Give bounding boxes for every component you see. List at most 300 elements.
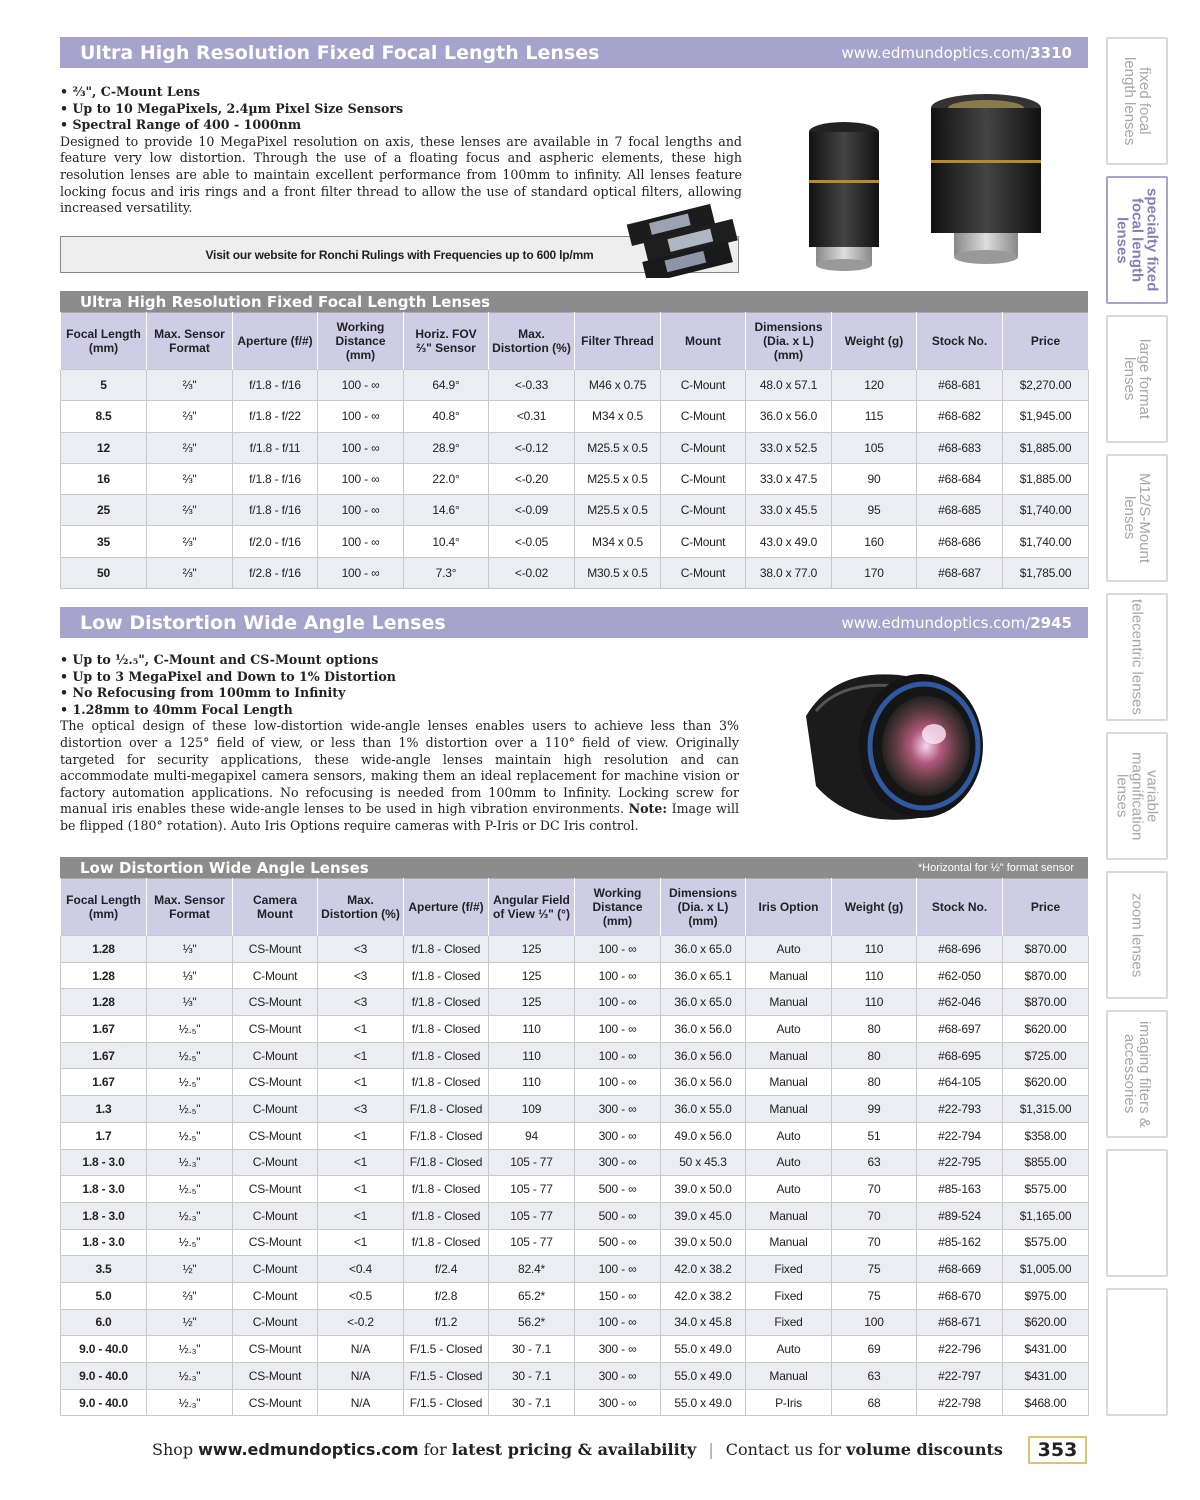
table-row bbox=[61, 557, 1089, 588]
stock-number-cell[interactable]: #62-050 bbox=[917, 962, 1003, 989]
table-cell: $431.00 bbox=[1003, 1363, 1089, 1390]
table-cell: 100 - ∞ bbox=[575, 1256, 661, 1283]
column-header: Price bbox=[1003, 313, 1089, 370]
side-tab-label: variable magnification lenses bbox=[1113, 751, 1161, 841]
table-cell: f/1.8 - Closed bbox=[404, 1229, 489, 1256]
column-header: Angular Field of View ⅓" (°) bbox=[489, 879, 575, 936]
table-cell: <3 bbox=[318, 1096, 404, 1123]
table-cell: Manual bbox=[746, 962, 832, 989]
table-cell: 55.0 x 49.0 bbox=[661, 1336, 746, 1363]
table-cell: 95 bbox=[832, 495, 917, 526]
table1-title: Ultra High Resolution Fixed Focal Length Lenses bbox=[80, 292, 491, 311]
table-cell: 500 - ∞ bbox=[575, 1176, 661, 1203]
table-cell: 1.67 bbox=[61, 1016, 147, 1043]
table-cell: 30 - 7.1 bbox=[489, 1389, 575, 1416]
table-cell: 64.9° bbox=[404, 370, 489, 401]
table-row bbox=[61, 432, 1089, 463]
table-cell: Manual bbox=[746, 1042, 832, 1069]
table-cell: f/1.8 - Closed bbox=[404, 1069, 489, 1096]
table-cell: Auto bbox=[746, 1336, 832, 1363]
table-cell: C-Mount bbox=[233, 1256, 318, 1283]
table-cell: ½.₃" bbox=[147, 1202, 233, 1229]
side-tab[interactable] bbox=[1106, 732, 1168, 860]
stock-number-cell[interactable]: #68-685 bbox=[917, 495, 1003, 526]
table-cell: ⅓" bbox=[147, 962, 233, 989]
table-cell: 500 - ∞ bbox=[575, 1229, 661, 1256]
table-cell: 115 bbox=[832, 401, 917, 432]
section2-bullet: • Up to ½.₅", C-Mount and CS-Mount options bbox=[60, 652, 739, 669]
table-cell: 1.28 bbox=[61, 962, 147, 989]
table-cell: <1 bbox=[318, 1122, 404, 1149]
table-cell: 100 - ∞ bbox=[318, 495, 404, 526]
table-cell: 110 bbox=[832, 989, 917, 1016]
table-row bbox=[61, 1202, 1089, 1229]
table-cell: 1.28 bbox=[61, 989, 147, 1016]
section2-description: The optical design of these low-distortion wide-angle lenses enables users to achieve less than 3% distortion over a 125° field of view, or less than 1% distortion over a 110° field of view. Originally targeted for security applications, these wide-angle lenses maintain high resolution and can accommodate multi-megapixel camera sensors, making them an ideal replacement for machine vision or factory automation applications. No refocusing is needed from 100mm to Infinity. Locking screw for manual iris enables these wide-angle lenses to be used in high vibration environments. Note: Image will be flipped (180° rotation). Auto Iris Options require cameras with P-Iris or DC Iris control. bbox=[60, 718, 739, 833]
section1-bullet: • ⅔", C-Mount Lens bbox=[60, 84, 742, 101]
table-cell: 5.0 bbox=[61, 1282, 147, 1309]
table-cell: 75 bbox=[832, 1256, 917, 1283]
footer-url-link[interactable]: www.edmundoptics.com bbox=[198, 1440, 419, 1459]
table-cell: ½.₅" bbox=[147, 1069, 233, 1096]
stock-number-cell[interactable]: #68-696 bbox=[917, 936, 1003, 963]
table-cell: $620.00 bbox=[1003, 1309, 1089, 1336]
table-cell: f/1.8 - Closed bbox=[404, 962, 489, 989]
table-cell: <0.31 bbox=[489, 401, 575, 432]
stock-number-cell[interactable]: #68-669 bbox=[917, 1256, 1003, 1283]
table-cell: 100 - ∞ bbox=[318, 401, 404, 432]
table-cell: <3 bbox=[318, 962, 404, 989]
table-cell: 100 - ∞ bbox=[575, 989, 661, 1016]
side-tab[interactable] bbox=[1106, 1010, 1168, 1138]
table-cell: f/1.8 - Closed bbox=[404, 1202, 489, 1229]
table-cell: CS-Mount bbox=[233, 1176, 318, 1203]
side-tab-label: imaging filters & accessories bbox=[1121, 1020, 1153, 1128]
table-cell: 170 bbox=[832, 557, 917, 588]
table-cell: ⅔" bbox=[147, 557, 233, 588]
table-cell: 105 - 77 bbox=[489, 1229, 575, 1256]
table-cell: 33.0 x 52.5 bbox=[746, 432, 832, 463]
table-cell: M25.5 x 0.5 bbox=[575, 432, 661, 463]
stock-number-cell[interactable]: #22-796 bbox=[917, 1336, 1003, 1363]
table-cell: 110 bbox=[832, 962, 917, 989]
table-cell: 36.0 x 55.0 bbox=[661, 1096, 746, 1123]
side-tab[interactable] bbox=[1106, 176, 1168, 304]
table-cell: 36.0 x 56.0 bbox=[661, 1042, 746, 1069]
table-cell: $1,785.00 bbox=[1003, 557, 1089, 588]
footer-latest-text: latest pricing & availability bbox=[451, 1440, 697, 1459]
table-cell: F/1.8 - Closed bbox=[404, 1122, 489, 1149]
table-cell: 48.0 x 57.1 bbox=[746, 370, 832, 401]
section2-bullet: • 1.28mm to 40mm Focal Length bbox=[60, 702, 739, 719]
table-cell: $975.00 bbox=[1003, 1282, 1089, 1309]
table-cell: <1 bbox=[318, 1042, 404, 1069]
table-cell: $1,740.00 bbox=[1003, 526, 1089, 557]
table-cell: ⅔" bbox=[147, 432, 233, 463]
table-row bbox=[61, 1389, 1089, 1416]
column-header: Working Distance (mm) bbox=[318, 313, 404, 370]
table-cell: <1 bbox=[318, 1202, 404, 1229]
table-cell: 28.9° bbox=[404, 432, 489, 463]
table-row bbox=[61, 936, 1089, 963]
table-cell: 100 - ∞ bbox=[318, 370, 404, 401]
table-cell: ½.₅" bbox=[147, 1042, 233, 1069]
table-cell: <-0.12 bbox=[489, 432, 575, 463]
table-cell: 9.0 - 40.0 bbox=[61, 1336, 147, 1363]
table-cell: 70 bbox=[832, 1229, 917, 1256]
table-cell: 100 - ∞ bbox=[318, 526, 404, 557]
section2-header bbox=[60, 607, 1088, 638]
side-tab[interactable] bbox=[1106, 315, 1168, 443]
table-cell: 22.0° bbox=[404, 463, 489, 494]
table-row bbox=[61, 495, 1089, 526]
table-cell: $1,740.00 bbox=[1003, 495, 1089, 526]
column-header: Horiz. FOV ⅔" Sensor bbox=[404, 313, 489, 370]
table-cell: 105 bbox=[832, 432, 917, 463]
table-cell: 99 bbox=[832, 1096, 917, 1123]
table-cell: <1 bbox=[318, 1149, 404, 1176]
table-cell: F/1.8 - Closed bbox=[404, 1096, 489, 1123]
table-cell: 80 bbox=[832, 1042, 917, 1069]
table-cell: 100 - ∞ bbox=[575, 1069, 661, 1096]
side-tab-label: fixed focal length lenses bbox=[1121, 56, 1153, 146]
table-cell: 30 - 7.1 bbox=[489, 1363, 575, 1390]
column-header: Max. Distortion (%) bbox=[318, 879, 404, 936]
stock-number-cell[interactable]: #68-686 bbox=[917, 526, 1003, 557]
table-cell: 1.67 bbox=[61, 1069, 147, 1096]
table-cell: C-Mount bbox=[233, 1096, 318, 1123]
table-cell: 39.0 x 45.0 bbox=[661, 1202, 746, 1229]
table-cell: ½.₅" bbox=[147, 1176, 233, 1203]
table-cell: F/1.5 - Closed bbox=[404, 1389, 489, 1416]
section2-body bbox=[60, 652, 739, 835]
table-cell: 35 bbox=[61, 526, 147, 557]
table-cell: CS-Mount bbox=[233, 1389, 318, 1416]
section1-header bbox=[60, 37, 1088, 68]
table-cell: C-Mount bbox=[233, 962, 318, 989]
stock-number-cell[interactable]: #68-670 bbox=[917, 1282, 1003, 1309]
table-cell: 300 - ∞ bbox=[575, 1096, 661, 1123]
table-cell: C-Mount bbox=[661, 526, 746, 557]
table-cell: 36.0 x 56.0 bbox=[661, 1016, 746, 1043]
table-cell: Manual bbox=[746, 1363, 832, 1390]
table-cell: <-0.05 bbox=[489, 526, 575, 557]
table-cell: 5 bbox=[61, 370, 147, 401]
table-cell: $620.00 bbox=[1003, 1069, 1089, 1096]
fixed-focal-spec-table bbox=[60, 312, 1089, 589]
table-cell: ½.₅" bbox=[147, 1122, 233, 1149]
column-header: Focal Length (mm) bbox=[61, 879, 147, 936]
table-cell: f/1.8 - Closed bbox=[404, 1016, 489, 1043]
table-cell: $468.00 bbox=[1003, 1389, 1089, 1416]
table-cell: 105 - 77 bbox=[489, 1202, 575, 1229]
table-cell: Manual bbox=[746, 1229, 832, 1256]
table-cell: M30.5 x 0.5 bbox=[575, 557, 661, 588]
table-cell: 70 bbox=[832, 1202, 917, 1229]
table-cell: P-Iris bbox=[746, 1389, 832, 1416]
table-cell: M34 x 0.5 bbox=[575, 526, 661, 557]
table-cell: $575.00 bbox=[1003, 1229, 1089, 1256]
table-cell: 1.67 bbox=[61, 1042, 147, 1069]
stock-number-cell[interactable]: #68-695 bbox=[917, 1042, 1003, 1069]
table-cell: 100 bbox=[832, 1309, 917, 1336]
table-cell: 82.4* bbox=[489, 1256, 575, 1283]
table-cell: C-Mount bbox=[233, 1149, 318, 1176]
section1-bullet: • Spectral Range of 400 - 1000nm bbox=[60, 117, 742, 134]
table-cell: $431.00 bbox=[1003, 1336, 1089, 1363]
side-tab-label: large format lenses bbox=[1121, 338, 1153, 420]
table-row bbox=[61, 1149, 1089, 1176]
column-header: Max. Sensor Format bbox=[147, 879, 233, 936]
stock-number-cell[interactable]: #85-162 bbox=[917, 1229, 1003, 1256]
footer-shop-text: Shop bbox=[152, 1440, 194, 1459]
stock-number-cell[interactable]: #22-793 bbox=[917, 1096, 1003, 1123]
side-tab[interactable] bbox=[1106, 593, 1168, 721]
column-header: Mount bbox=[661, 313, 746, 370]
table-cell: $1,005.00 bbox=[1003, 1256, 1089, 1283]
table-cell: 36.0 x 65.0 bbox=[661, 989, 746, 1016]
stock-number-cell[interactable]: #68-687 bbox=[917, 557, 1003, 588]
table-cell: $358.00 bbox=[1003, 1122, 1089, 1149]
stock-number-cell[interactable]: #22-794 bbox=[917, 1122, 1003, 1149]
table-cell: 43.0 x 49.0 bbox=[746, 526, 832, 557]
table-cell: 55.0 x 49.0 bbox=[661, 1363, 746, 1390]
table-cell: 50 x 45.3 bbox=[661, 1149, 746, 1176]
table-cell: Fixed bbox=[746, 1309, 832, 1336]
table-cell: $1,885.00 bbox=[1003, 432, 1089, 463]
table-row bbox=[61, 401, 1089, 432]
column-header: Focal Length (mm) bbox=[61, 313, 147, 370]
table-cell: F/1.8 - Closed bbox=[404, 1149, 489, 1176]
table-cell: CS-Mount bbox=[233, 1016, 318, 1043]
table-row bbox=[61, 1042, 1089, 1069]
table-row bbox=[61, 1069, 1089, 1096]
table-cell: ⅔" bbox=[147, 370, 233, 401]
table-cell: f/1.2 bbox=[404, 1309, 489, 1336]
table-cell: $1,945.00 bbox=[1003, 401, 1089, 432]
table-cell: N/A bbox=[318, 1363, 404, 1390]
stock-number-cell[interactable]: #89-524 bbox=[917, 1202, 1003, 1229]
table-cell: Auto bbox=[746, 1016, 832, 1043]
table-cell: ½" bbox=[147, 1256, 233, 1283]
table-cell: ½.₃" bbox=[147, 1389, 233, 1416]
table-cell: f/1.8 - Closed bbox=[404, 1042, 489, 1069]
table-cell: 90 bbox=[832, 463, 917, 494]
table-row bbox=[61, 526, 1089, 557]
side-tab-label: M12/S-Mount lenses bbox=[1121, 472, 1153, 564]
table-cell: 36.0 x 56.0 bbox=[746, 401, 832, 432]
table-cell: 63 bbox=[832, 1149, 917, 1176]
table-cell: ⅔" bbox=[147, 526, 233, 557]
table-cell: <-0.33 bbox=[489, 370, 575, 401]
wide-angle-spec-table bbox=[60, 878, 1089, 1416]
table-cell: C-Mount bbox=[661, 401, 746, 432]
table-cell: 300 - ∞ bbox=[575, 1336, 661, 1363]
table-cell: f/1.8 - f/16 bbox=[233, 495, 318, 526]
table-cell: Auto bbox=[746, 1149, 832, 1176]
table-cell: CS-Mount bbox=[233, 936, 318, 963]
column-header: Max. Distortion (%) bbox=[489, 313, 575, 370]
table-cell: 100 - ∞ bbox=[318, 557, 404, 588]
table-cell: Manual bbox=[746, 1202, 832, 1229]
table-cell: Fixed bbox=[746, 1282, 832, 1309]
table-cell: $575.00 bbox=[1003, 1176, 1089, 1203]
table-cell: $1,315.00 bbox=[1003, 1096, 1089, 1123]
table-cell: 70 bbox=[832, 1176, 917, 1203]
side-tab[interactable] bbox=[1106, 871, 1168, 999]
table-cell: 55.0 x 49.0 bbox=[661, 1389, 746, 1416]
table-cell: 110 bbox=[489, 1016, 575, 1043]
table-cell: ½.₃" bbox=[147, 1149, 233, 1176]
table-cell: <3 bbox=[318, 989, 404, 1016]
column-header: Price bbox=[1003, 879, 1089, 936]
table-cell: 10.4° bbox=[404, 526, 489, 557]
stock-number-cell[interactable]: #64-105 bbox=[917, 1069, 1003, 1096]
table-cell: 50 bbox=[61, 557, 147, 588]
table-cell: 49.0 x 56.0 bbox=[661, 1122, 746, 1149]
table-cell: f/1.8 - Closed bbox=[404, 1176, 489, 1203]
column-header: Iris Option bbox=[746, 879, 832, 936]
table-cell: ⅔" bbox=[147, 495, 233, 526]
table-row bbox=[61, 1096, 1089, 1123]
table-cell: CS-Mount bbox=[233, 989, 318, 1016]
table-cell: 8.5 bbox=[61, 401, 147, 432]
table-cell: CS-Mount bbox=[233, 1229, 318, 1256]
column-header: Filter Thread bbox=[575, 313, 661, 370]
table-cell: Manual bbox=[746, 1096, 832, 1123]
table-cell: 100 - ∞ bbox=[575, 1309, 661, 1336]
section1-title: Ultra High Resolution Fixed Focal Length Lenses bbox=[80, 41, 600, 64]
stock-number-cell[interactable]: #62-046 bbox=[917, 989, 1003, 1016]
page-number: 353 bbox=[1028, 1436, 1087, 1464]
table-cell: 100 - ∞ bbox=[575, 1016, 661, 1043]
table-cell: 65.2* bbox=[489, 1282, 575, 1309]
table-cell: 33.0 x 45.5 bbox=[746, 495, 832, 526]
section2-title: Low Distortion Wide Angle Lenses bbox=[80, 611, 446, 634]
table-cell: 1.3 bbox=[61, 1096, 147, 1123]
stock-number-cell[interactable]: #68-671 bbox=[917, 1309, 1003, 1336]
table-row bbox=[61, 1016, 1089, 1043]
section1-link[interactable]: www.edmundoptics.com/3310 bbox=[841, 43, 1072, 62]
table-cell: Manual bbox=[746, 1069, 832, 1096]
table-cell: 36.0 x 65.1 bbox=[661, 962, 746, 989]
table-cell: 63 bbox=[832, 1363, 917, 1390]
table-cell: $725.00 bbox=[1003, 1042, 1089, 1069]
table-cell: 75 bbox=[832, 1282, 917, 1309]
table-cell: M34 x 0.5 bbox=[575, 401, 661, 432]
table-row bbox=[61, 1256, 1089, 1283]
table-cell: <-0.20 bbox=[489, 463, 575, 494]
table-cell: 40.8° bbox=[404, 401, 489, 432]
table-cell: 150 - ∞ bbox=[575, 1282, 661, 1309]
table-cell: 100 - ∞ bbox=[318, 432, 404, 463]
side-tab[interactable] bbox=[1106, 1288, 1168, 1416]
table-cell: C-Mount bbox=[233, 1042, 318, 1069]
side-tab[interactable] bbox=[1106, 1149, 1168, 1277]
footer bbox=[152, 1440, 1003, 1459]
table-cell: f/1.8 - Closed bbox=[404, 936, 489, 963]
stock-number-cell[interactable]: #68-697 bbox=[917, 1016, 1003, 1043]
table-cell: 68 bbox=[832, 1389, 917, 1416]
table-cell: f/1.8 - f/22 bbox=[233, 401, 318, 432]
table-cell: ⅔" bbox=[147, 1282, 233, 1309]
stock-number-cell[interactable]: #68-682 bbox=[917, 401, 1003, 432]
table-cell: ½.₅" bbox=[147, 1096, 233, 1123]
table-cell: <1 bbox=[318, 1016, 404, 1043]
table-row bbox=[61, 1336, 1089, 1363]
table-cell: 105 - 77 bbox=[489, 1176, 575, 1203]
table-cell: 69 bbox=[832, 1336, 917, 1363]
table-cell: 300 - ∞ bbox=[575, 1363, 661, 1390]
footer-contact-text: Contact us for bbox=[725, 1440, 842, 1459]
table-cell: M46 x 0.75 bbox=[575, 370, 661, 401]
fixed-focal-lenses-image bbox=[796, 90, 1058, 275]
table-cell: 33.0 x 47.5 bbox=[746, 463, 832, 494]
table-cell: 1.8 - 3.0 bbox=[61, 1149, 147, 1176]
table-cell: 1.7 bbox=[61, 1122, 147, 1149]
side-tab[interactable] bbox=[1106, 454, 1168, 582]
stock-number-cell[interactable]: #68-681 bbox=[917, 370, 1003, 401]
table-cell: f/1.8 - Closed bbox=[404, 989, 489, 1016]
table-cell: M25.5 x 0.5 bbox=[575, 495, 661, 526]
table-row bbox=[61, 1363, 1089, 1390]
table-cell: 3.5 bbox=[61, 1256, 147, 1283]
stock-number-cell[interactable]: #68-684 bbox=[917, 463, 1003, 494]
table-cell: CS-Mount bbox=[233, 1122, 318, 1149]
table-row bbox=[61, 989, 1089, 1016]
table-cell: C-Mount bbox=[233, 1309, 318, 1336]
table-cell: F/1.5 - Closed bbox=[404, 1336, 489, 1363]
table-cell: 30 - 7.1 bbox=[489, 1336, 575, 1363]
side-tab[interactable] bbox=[1106, 37, 1168, 165]
table-cell: CS-Mount bbox=[233, 1069, 318, 1096]
table-cell: Auto bbox=[746, 1176, 832, 1203]
footer-volume-text: volume discounts bbox=[846, 1440, 1003, 1459]
table-cell: 105 - 77 bbox=[489, 1149, 575, 1176]
table-cell: 14.6° bbox=[404, 495, 489, 526]
table-cell: <1 bbox=[318, 1176, 404, 1203]
table-row bbox=[61, 463, 1089, 494]
section2-link[interactable]: www.edmundoptics.com/2945 bbox=[841, 613, 1072, 632]
column-header: Stock No. bbox=[917, 879, 1003, 936]
table-cell: 16 bbox=[61, 463, 147, 494]
stock-number-cell[interactable]: #68-683 bbox=[917, 432, 1003, 463]
table-cell: 80 bbox=[832, 1016, 917, 1043]
table-cell: <-0.2 bbox=[318, 1309, 404, 1336]
section1-body bbox=[60, 84, 742, 217]
table-cell: $855.00 bbox=[1003, 1149, 1089, 1176]
stock-number-cell[interactable]: #85-163 bbox=[917, 1176, 1003, 1203]
side-tab-label: telecentric lenses bbox=[1128, 599, 1146, 715]
table-cell: ⅓" bbox=[147, 936, 233, 963]
table-cell: $620.00 bbox=[1003, 1016, 1089, 1043]
table-cell: 1.8 - 3.0 bbox=[61, 1176, 147, 1203]
table-cell: 7.3° bbox=[404, 557, 489, 588]
table-cell: f/2.4 bbox=[404, 1256, 489, 1283]
stock-number-cell[interactable]: #22-797 bbox=[917, 1363, 1003, 1390]
table-cell: <3 bbox=[318, 936, 404, 963]
table-cell: <-0.09 bbox=[489, 495, 575, 526]
section1-bullet: • Up to 10 MegaPixels, 2.4µm Pixel Size Sensors bbox=[60, 101, 742, 118]
table-cell: 12 bbox=[61, 432, 147, 463]
stock-number-cell[interactable]: #22-795 bbox=[917, 1149, 1003, 1176]
ronchi-notice[interactable]: Visit our website for Ronchi Rulings with Frequencies up to 600 lp/mm bbox=[60, 236, 739, 273]
table-cell: C-Mount bbox=[661, 370, 746, 401]
stock-number-cell[interactable]: #22-798 bbox=[917, 1389, 1003, 1416]
table1-title-bar bbox=[60, 291, 1088, 312]
column-header: Dimensions (Dia. x L) (mm) bbox=[661, 879, 746, 936]
table-cell: 120 bbox=[832, 370, 917, 401]
